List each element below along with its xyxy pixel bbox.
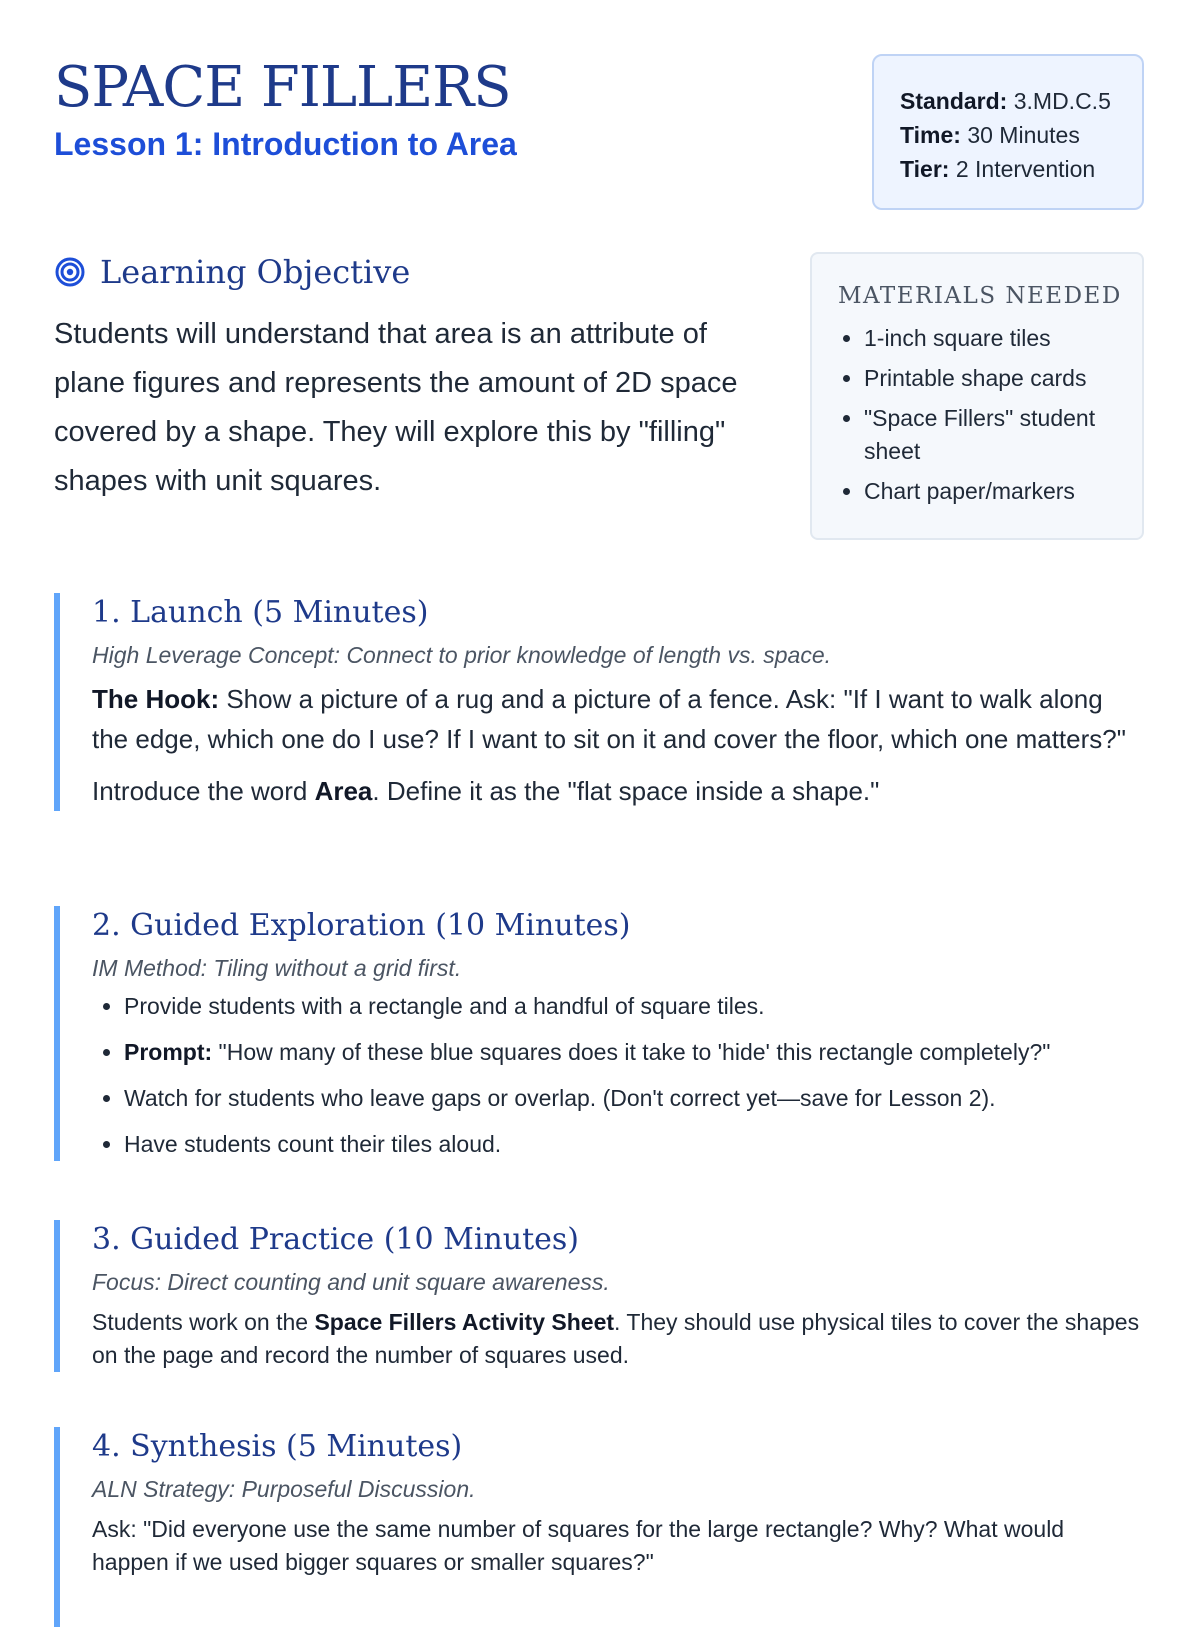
- intro-text-pre: Introduce the word: [92, 776, 315, 806]
- materials-box: [810, 252, 1144, 540]
- page-title: SPACE FILLERS: [54, 55, 511, 120]
- section-title: 4. Synthesis (5 Minutes): [92, 1429, 463, 1464]
- list-item: [124, 1036, 1144, 1069]
- section-note: ALN Strategy: Purposeful Discussion.: [92, 1476, 476, 1502]
- standard-label: Standard:: [900, 88, 1008, 114]
- prompt-label: Prompt:: [124, 1039, 213, 1065]
- time-label: Time:: [900, 122, 961, 148]
- materials-item: • Chart paper/markers: [864, 475, 1122, 508]
- materials-heading: MATERIALS NEEDED: [838, 283, 1122, 309]
- objective-heading: Learning Objective: [100, 253, 411, 291]
- tier-line: [900, 152, 1142, 186]
- objective-text: Students will understand that area is an attribute of plane figures and represents the amount of 2D space covered by a shape. They will explore this by "filling" shapes with unit squares.: [54, 318, 738, 497]
- exploration-list: [92, 990, 1144, 1161]
- section-launch: [54, 593, 1144, 811]
- section-note: Focus: Direct counting and unit square awareness.: [92, 1269, 610, 1295]
- section-synthesis: [54, 1427, 1144, 1627]
- practice-text-post: . They should use physical tiles to cover the shapes on the page and record the number of squares used.: [92, 1309, 1140, 1368]
- materials-item: • 1-inch square tiles: [864, 322, 1122, 355]
- materials-list: [838, 322, 1122, 508]
- list-item: • Have students count their tiles aloud.: [124, 1128, 1144, 1161]
- section-note: IM Method: Tiling without a grid first.: [92, 955, 462, 981]
- section-title: 3. Guided Practice (10 Minutes): [92, 1222, 579, 1257]
- intro-term: Area: [314, 776, 373, 806]
- practice-paragraph: [92, 1306, 1144, 1372]
- time-line: [900, 118, 1142, 152]
- section-guided-practice: [54, 1220, 1144, 1372]
- intro-paragraph: [92, 771, 1144, 811]
- practice-text-pre: Students work on the: [92, 1309, 315, 1335]
- hook-text: Show a picture of a rug and a picture of a fence. Ask: "If I want to walk along the edge, which one do I use? If I want to sit on it and cover the floor, which one matters?": [92, 684, 1126, 754]
- section-guided-exploration: [54, 906, 1144, 1161]
- hook-label: The Hook:: [92, 684, 220, 714]
- list-item: • Provide students with a rectangle and a handful of square tiles.: [124, 990, 1144, 1023]
- target-icon: [54, 256, 86, 288]
- lesson-meta-box: [872, 54, 1144, 210]
- materials-item: • Printable shape cards: [864, 362, 1122, 395]
- intro-text-post: . Define it as the "flat space inside a shape.": [372, 776, 880, 806]
- synthesis-paragraph: Ask: "Did everyone use the same number of squares for the large rectangle? Why? What would happen if we used bigger squares or smaller squares?": [92, 1516, 1065, 1575]
- hook-paragraph: [92, 679, 1144, 759]
- section-title: 1. Launch (5 Minutes): [92, 595, 429, 630]
- tier-label: Tier:: [900, 156, 950, 182]
- section-note: High Leverage Concept: Connect to prior knowledge of length vs. space.: [92, 642, 831, 668]
- activity-sheet-name: Space Fillers Activity Sheet: [314, 1309, 615, 1335]
- tier-value: 2 Intervention: [955, 156, 1096, 182]
- materials-item: • "Space Fillers" student sheet: [864, 402, 1122, 468]
- section-title: 2. Guided Exploration (10 Minutes): [92, 908, 631, 943]
- lesson-subtitle: Lesson 1: Introduction to Area: [54, 126, 517, 162]
- standard-value: 3.MD.C.5: [1013, 88, 1111, 114]
- objective-heading-row: [54, 252, 410, 292]
- standard-line: [900, 84, 1142, 118]
- time-value: 30 Minutes: [967, 122, 1080, 148]
- list-item: • Watch for students who leave gaps or overlap. (Don't correct yet—save for Lesson 2).: [124, 1082, 1144, 1115]
- prompt-text: "How many of these blue squares does it take to 'hide' this rectangle completely?": [212, 1039, 1051, 1065]
